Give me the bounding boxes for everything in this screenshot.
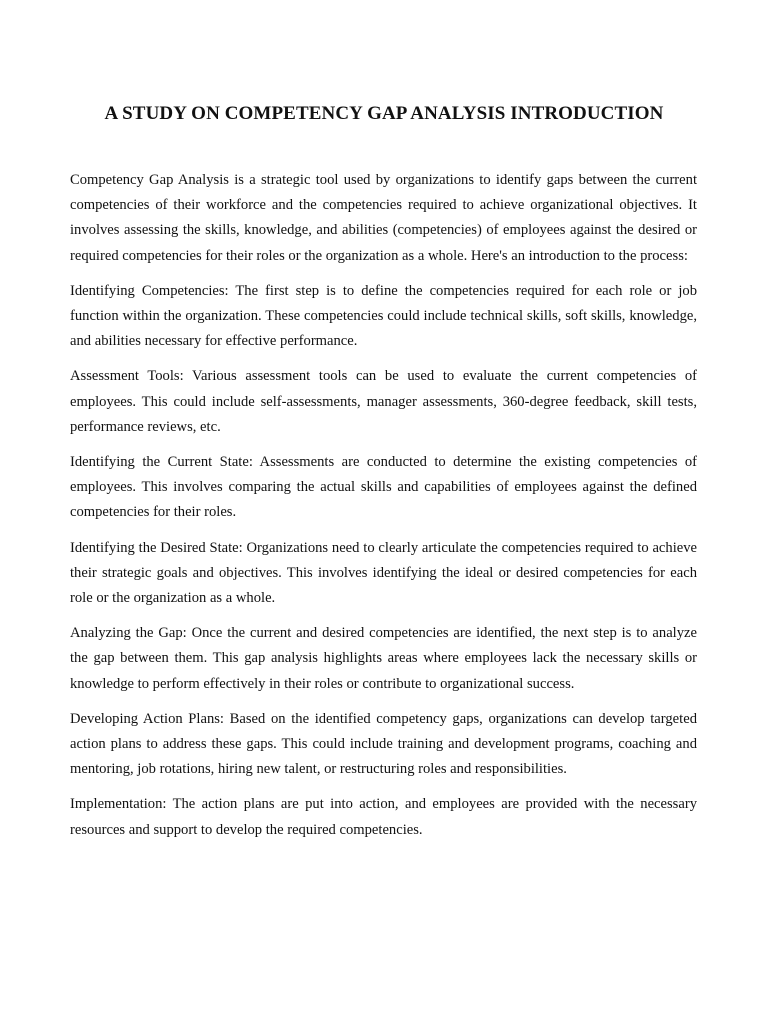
paragraph-desired-state: Identifying the Desired State: Organizations need to clearly articulate the competencies required to achieve their strategic goals and objectives. This involves identifying the ideal or desired competencies for each role or the organization as a whole. [70,539,697,607]
paragraph-action-plans: Developing Action Plans: Based on the identified competency gaps, organizations can develop targeted action plans to address these gaps. This could include training and development programs, coaching and mentoring, job rotations, hiring new talent, or restructuring roles and responsibilities. [70,710,697,778]
paragraph-assessment-tools: Assessment Tools: Various assessment tools can be used to evaluate the current competencies of employees. This could include self-assessments, manager assessments, 360-degree feedback, skill tests, performance reviews, etc. [70,368,697,435]
paragraph-introduction: Competency Gap Analysis is a strategic tool used by organizations to identify gaps between the current competencies of their workforce and the competencies required to achieve organizational objectives. It involves assessing the skills, knowledge, and abilities (competencies) of employees against the desired or required competencies for their roles or the organization as a whole. Here's an introduction to the process: [70,172,697,264]
paragraph-identifying-competencies: Identifying Competencies: The first step is to define the competencies required for each role or job function within the organization. These competencies could include technical skills, soft skills, knowledge, and abilities necessary for effective performance. [70,282,697,350]
document-title: A STUDY ON COMPETENCY GAP ANALYSIS INTRODUCTION [104,103,664,124]
paragraph-analyzing-gap: Analyzing the Gap: Once the current and desired competencies are identified, the next step is to analyze the gap between them. This gap analysis highlights areas where employees lack the necessary skills or knowledge to perform effectively in their roles or contribute to organizational success. [70,625,697,692]
paragraph-current-state: Identifying the Current State: Assessments are conducted to determine the existing competencies of employees. This involves comparing the actual skills and capabilities of employees against the defined competencies for their roles. [70,454,697,521]
paragraph-implementation: Implementation: The action plans are put into action, and employees are provided with the necessary resources and support to develop the required competencies. [70,796,697,838]
document-body [70,168,697,853]
